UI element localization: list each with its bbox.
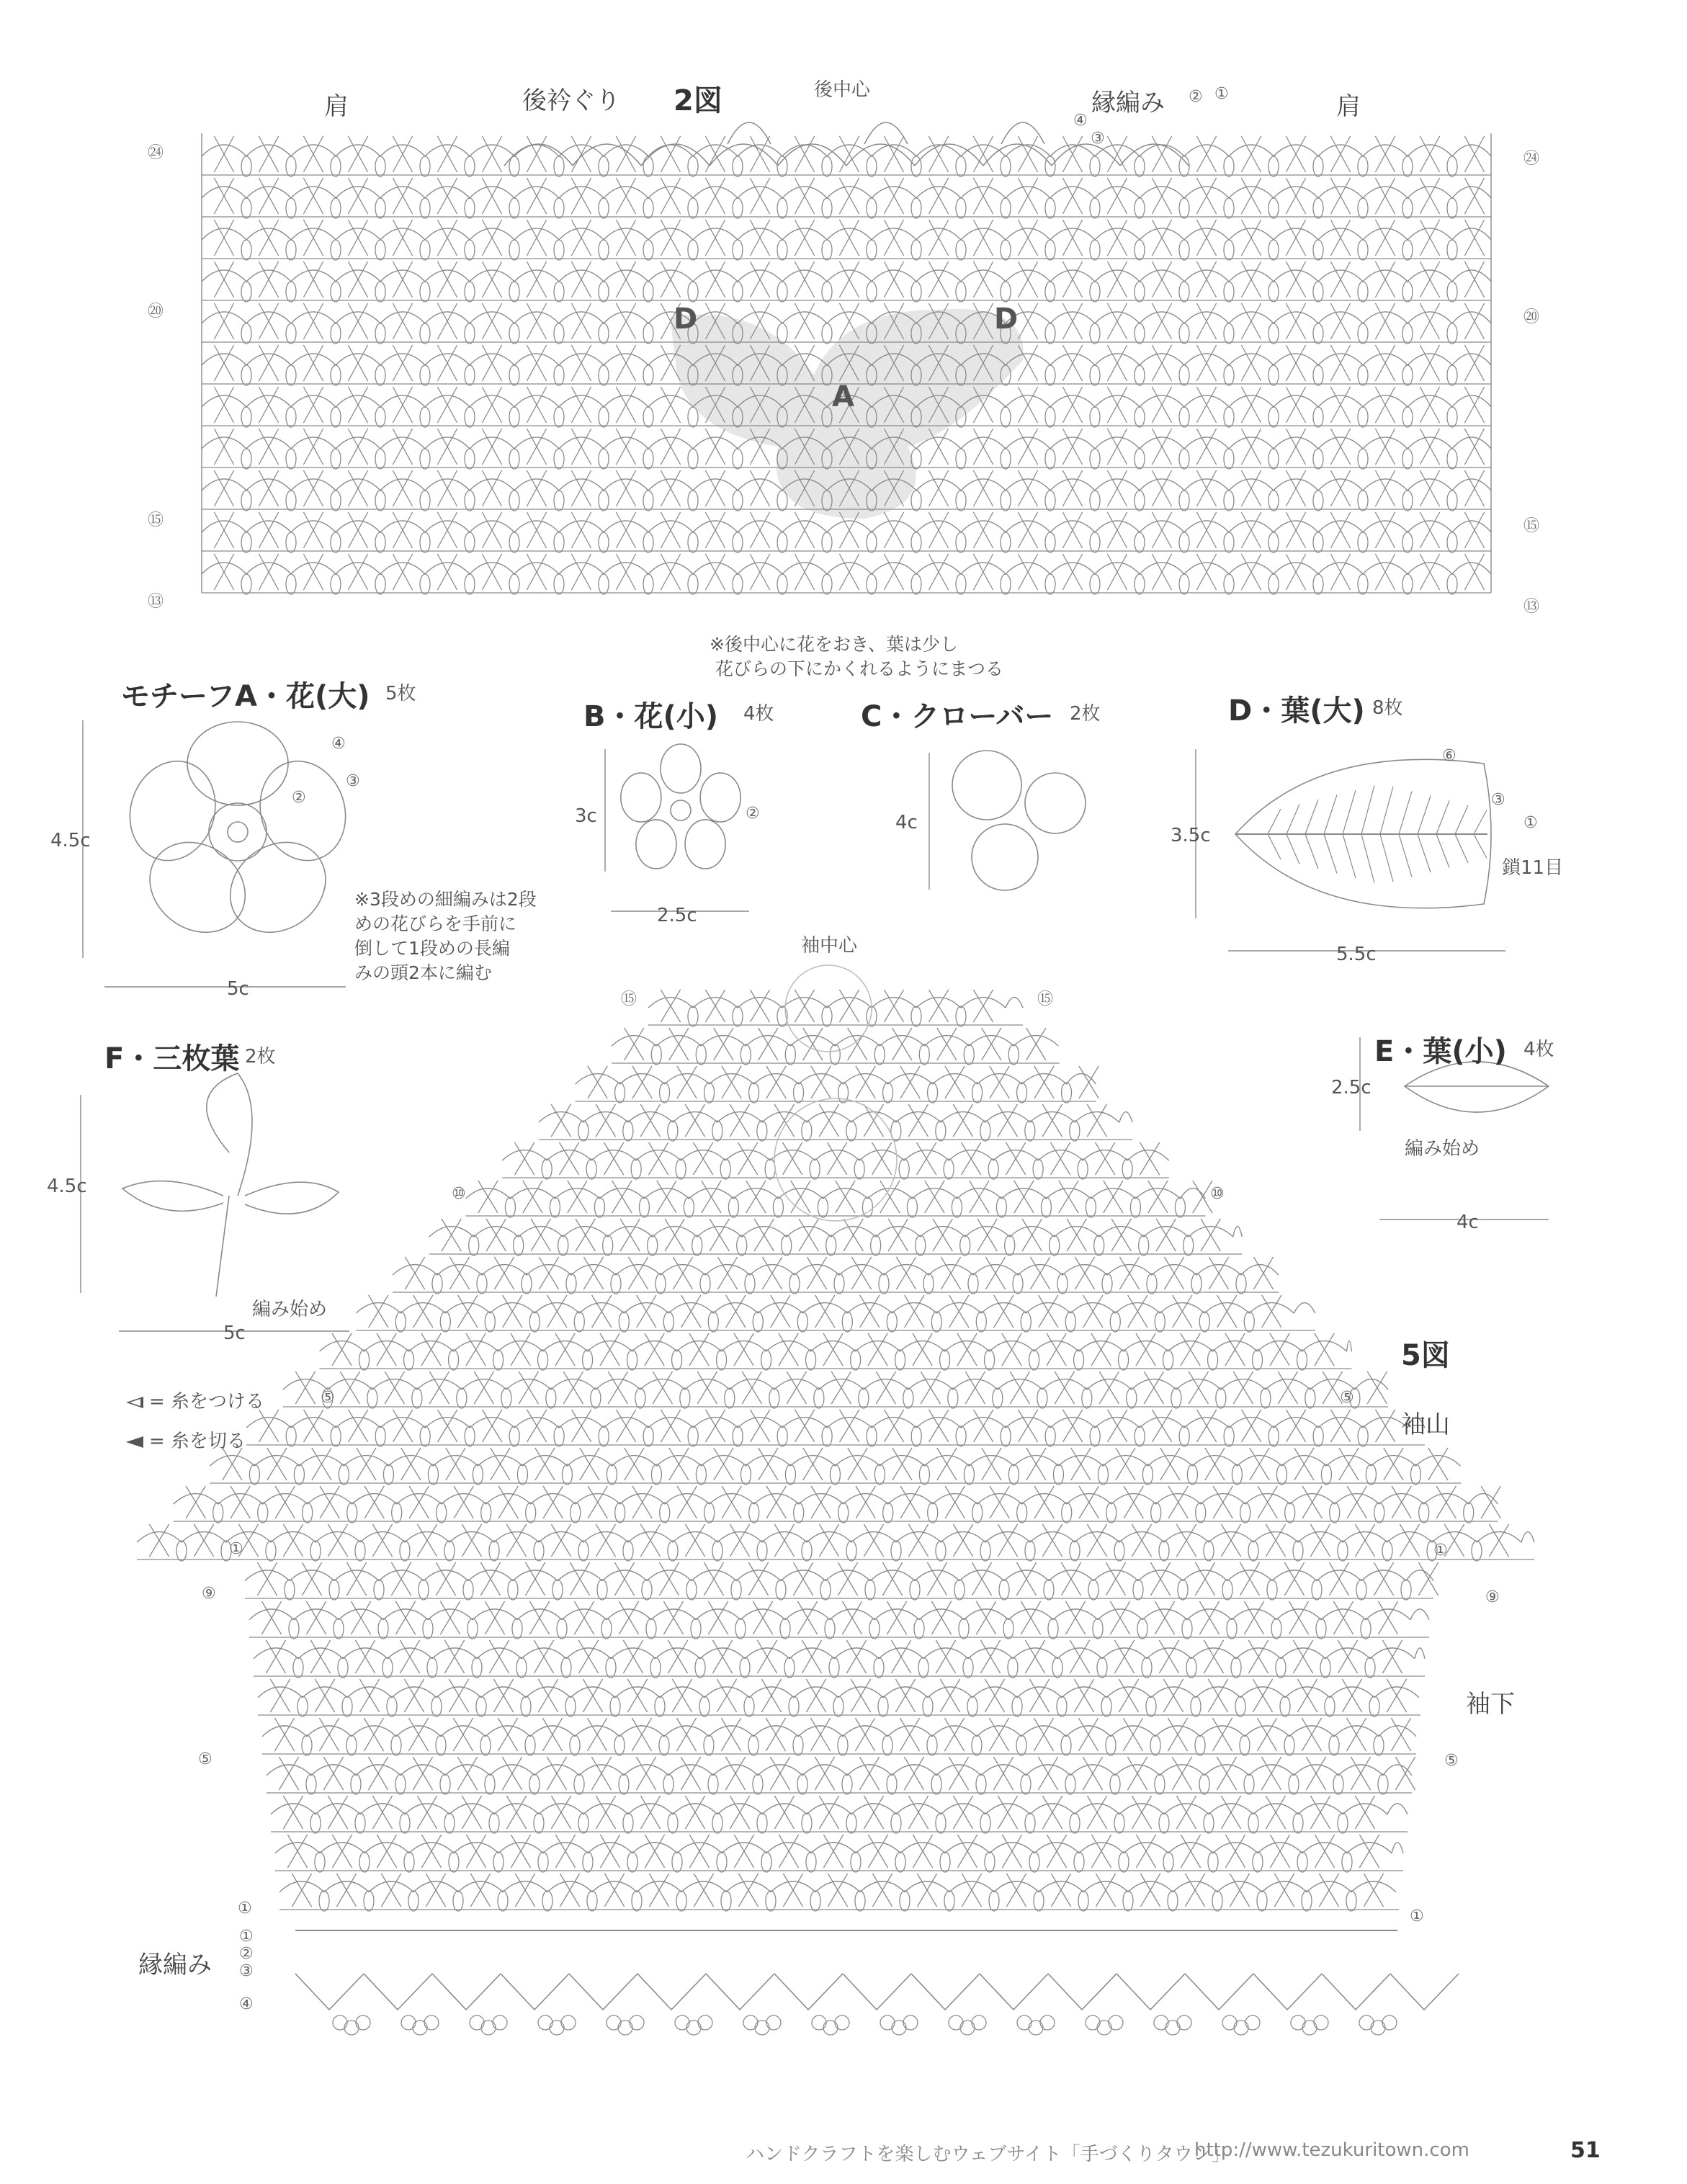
motif-f-leaf-left — [122, 1181, 223, 1212]
motif-a-petal — [117, 750, 228, 872]
shoulder-label-left: 肩 — [324, 92, 349, 121]
motif-a-marker: A — [832, 380, 854, 413]
motif-d-chain-note: 鎖11目 — [1502, 857, 1564, 879]
motif-a-row-3: ③ — [346, 772, 360, 790]
motif-a-petal — [187, 722, 288, 805]
edging-row-4: ④ — [239, 1995, 254, 2013]
edging-row-1: ① — [239, 1928, 254, 1946]
motif-f-count: 2枚 — [245, 1046, 276, 1068]
edging-row-2: ② — [1189, 88, 1203, 106]
motif-e-start: 編み始め — [1405, 1138, 1480, 1160]
motif-a-row-4: ④ — [331, 735, 346, 753]
back-center-label: 後中心 — [814, 79, 871, 101]
sleeve-row-5-lower-right: ⑤ — [1444, 1752, 1459, 1770]
motif-d-height: 3.5c — [1171, 825, 1211, 846]
shoulder-label-right: 肩 — [1336, 92, 1361, 121]
dimension-lines — [81, 720, 1549, 1331]
motif-placement-silhouette — [670, 309, 1024, 519]
sleeve-row-9-left: ⑨ — [202, 1585, 216, 1603]
sleeve-row-15-right: ⑮ — [1037, 990, 1054, 1008]
motif-b-petal — [636, 820, 676, 869]
row-number-13-left: ⑬ — [148, 593, 164, 611]
edging-row-3: ③ — [239, 1962, 254, 1980]
motif-a-note: ※3段めの細編みは2段 めの花びらを手前に 倒して1段めの長編 みの頭2本に編む — [354, 889, 537, 983]
motif-c-title: C・クローバー — [861, 700, 1054, 733]
sleeve-row-15-left: ⑮ — [621, 990, 637, 1008]
flower-placement-note: ※後中心に花をおき、葉は少し 花びらの下にかくれるようにまつる — [710, 634, 1003, 679]
motif-b-petal — [621, 773, 661, 822]
edging-row-4: ④ — [1073, 112, 1088, 130]
figure-5-title: 5図 — [1401, 1339, 1450, 1372]
sleeve-row-5-upper-left: ⑤ — [321, 1389, 335, 1407]
row-number-20-left: ⑳ — [148, 303, 164, 321]
motif-f-title: F・三枚葉 — [104, 1042, 240, 1075]
row-number-15-right: ⑮ — [1523, 517, 1540, 535]
row-number-24-right: ㉔ — [1523, 150, 1540, 168]
attach-yarn-icon — [126, 1397, 143, 1408]
motif-a-petal — [248, 750, 359, 872]
edging-row-1: ① — [1214, 85, 1229, 103]
motif-d-count: 8枚 — [1372, 697, 1403, 719]
sleeve-row-5-lower-left: ⑤ — [198, 1750, 212, 1768]
motif-a-title: モチーフA・花(大) — [121, 680, 370, 713]
motif-a-petal — [212, 824, 343, 951]
sleeve-row-1-lower-left: ① — [238, 1899, 252, 1917]
legend-cut-yarn: = 糸を切る — [126, 1426, 246, 1453]
row-number-13-right: ⑬ — [1523, 598, 1540, 616]
motif-b-width: 2.5c — [657, 905, 697, 926]
motif-e-height: 2.5c — [1331, 1077, 1371, 1098]
sleeve-underarm-label: 袖下 — [1466, 1690, 1515, 1719]
motif-c-lobe — [952, 751, 1021, 820]
fig5-stitch-grid — [137, 965, 1534, 2035]
motif-e-title: E・葉(小) — [1374, 1035, 1507, 1068]
row-number-24-left: ㉔ — [148, 144, 164, 162]
motif-c-count: 2枚 — [1070, 703, 1101, 725]
motif-b-title: B・花(小) — [583, 700, 719, 733]
motif-f-start: 編み始め — [252, 1299, 328, 1320]
row-number-15-left: ⑮ — [148, 511, 164, 529]
motif-drawings — [117, 722, 1549, 1297]
sleeve-row-1-lower-right: ① — [1410, 1907, 1424, 1925]
figure-2-title: 2図 — [674, 84, 722, 117]
sleeve-row-10-right: ⑩ — [1210, 1185, 1225, 1203]
sleeve-row-1-upper-right: ① — [1433, 1541, 1448, 1559]
motif-b-petal — [661, 744, 701, 793]
motif-b-row-2: ② — [746, 805, 760, 823]
motif-c-height: 4c — [895, 812, 918, 833]
sleeve-row-1-upper-left: ① — [229, 1540, 243, 1558]
motif-d-width: 5.5c — [1336, 944, 1377, 965]
motif-d-marker-right: D — [994, 303, 1019, 336]
motif-a-height: 4.5c — [50, 830, 91, 851]
sleeve-row-5-upper-right: ⑤ — [1340, 1389, 1354, 1407]
motif-b-count: 4枚 — [743, 703, 774, 725]
fig2-stitch-grid — [202, 122, 1491, 594]
motif-f-leaf-right — [245, 1182, 339, 1214]
motif-a-center — [209, 803, 267, 861]
sleeve-edging-label: 縁編み — [138, 1951, 212, 1979]
motif-d-row-3: ③ — [1491, 791, 1505, 809]
motif-e-count: 4枚 — [1523, 1039, 1554, 1060]
motif-a-count: 5枚 — [385, 683, 416, 704]
cut-yarn-icon — [126, 1436, 143, 1448]
motif-a-petal — [132, 824, 262, 951]
motif-a-width: 5c — [227, 978, 249, 1000]
motif-f-height: 4.5c — [47, 1176, 87, 1197]
motif-a-row-2: ② — [292, 789, 306, 807]
motif-b-petal — [685, 820, 725, 869]
edging-row-3: ③ — [1091, 130, 1105, 148]
motif-f-leaf-top — [207, 1073, 252, 1196]
sleeve-row-10-left: ⑩ — [452, 1185, 466, 1203]
motif-c-lobe — [972, 824, 1038, 890]
motif-c-lobe — [1025, 773, 1086, 833]
edging-row-2: ② — [239, 1945, 254, 1963]
sleeve-cap-label: 袖山 — [1401, 1410, 1450, 1439]
motif-b-height: 3c — [575, 805, 597, 827]
row-number-20-right: ⑳ — [1523, 308, 1540, 326]
footer-url[interactable]: http://www.tezukuritown.com — [1194, 2139, 1469, 2161]
back-neckline-label: 後衿ぐり — [522, 86, 620, 115]
sleeve-row-9-right: ⑨ — [1485, 1588, 1500, 1606]
sleeve-center-label: 袖中心 — [801, 935, 858, 957]
footer-site-text: ハンドクラフトを楽しむウェブサイト「手づくりタウン」 — [746, 2144, 1230, 2165]
legend-attach-yarn: = 糸をつける — [126, 1387, 264, 1413]
motif-e-width: 4c — [1456, 1212, 1479, 1233]
motif-d-row-1: ① — [1523, 814, 1538, 832]
motif-d-title: D・葉(大) — [1228, 694, 1365, 728]
page-number: 51 — [1570, 2138, 1601, 2163]
motif-d-marker-left: D — [674, 303, 698, 336]
motif-d-row-6: ⑥ — [1442, 747, 1456, 765]
edging-label-top: 縁編み — [1091, 89, 1165, 117]
motif-b-petal — [700, 773, 740, 822]
motif-f-width: 5c — [223, 1323, 246, 1344]
